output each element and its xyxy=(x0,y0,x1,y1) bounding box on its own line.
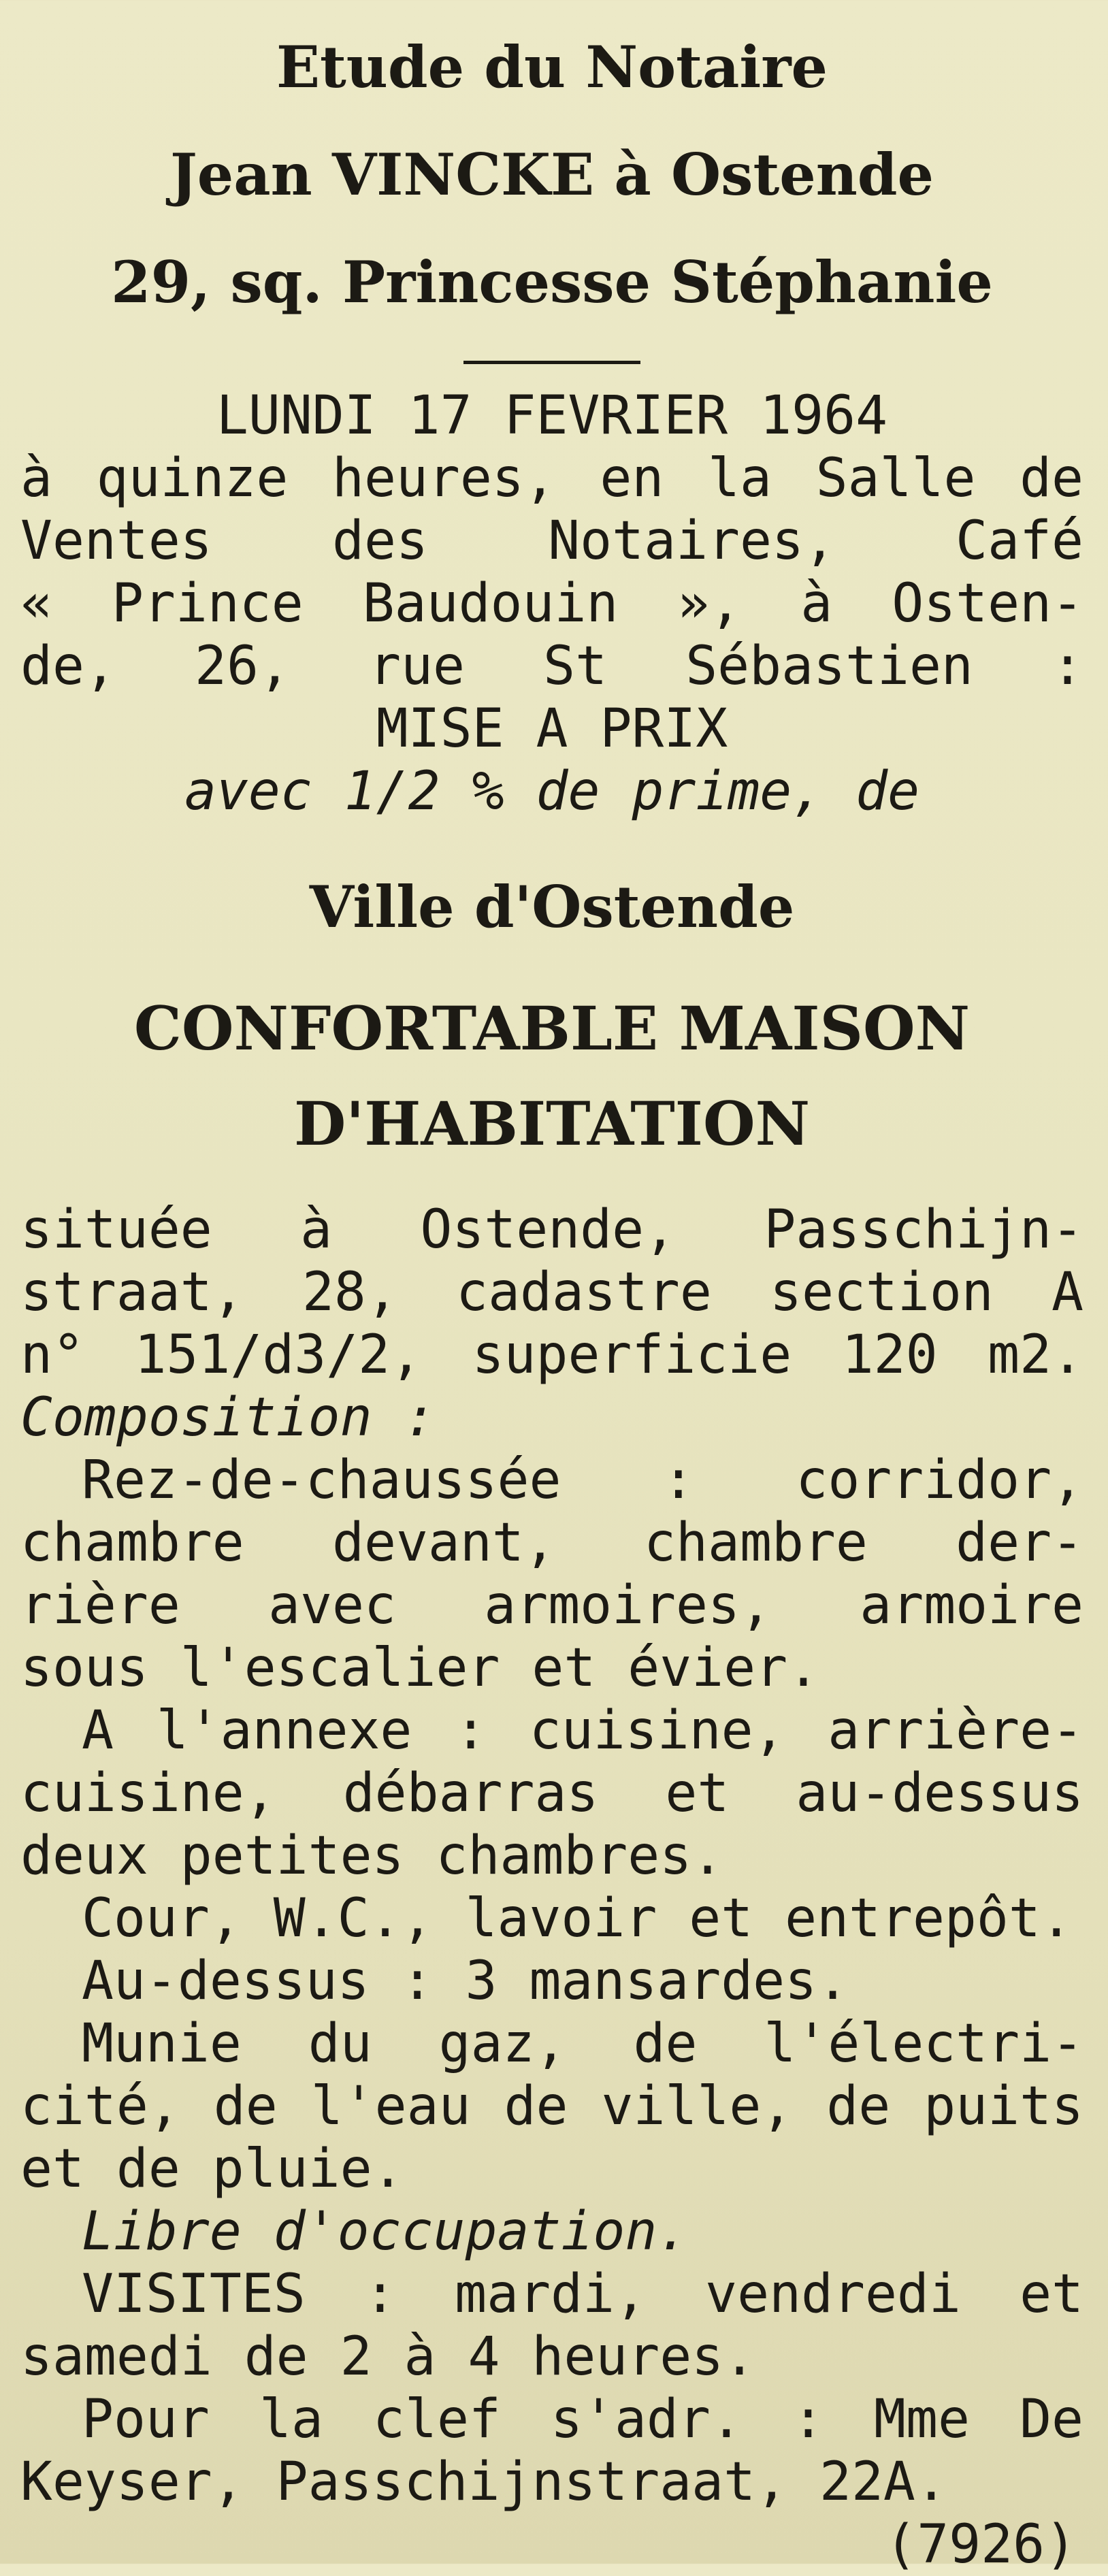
composition-label: Composition : xyxy=(20,1387,436,1448)
cour-line: Cour, W.C., lavoir et entrepôt. xyxy=(82,1888,1073,1949)
sale-line: de, 26, rue St Sébastien : xyxy=(20,636,1083,697)
property-description xyxy=(20,1199,1083,2576)
visites-line: samedi de 2 à 4 heures. xyxy=(20,2326,756,2387)
clef-line: Keyser, Passchijnstraat, 22A. xyxy=(20,2451,947,2513)
sale-line: à quinze heures, en la Salle de xyxy=(20,448,1083,509)
header-line-notary: Jean VINCKE à Ostende xyxy=(170,141,934,208)
annexe-line: A l'annexe : cuisine, arrière- xyxy=(82,1700,1083,1761)
situation-line: n° 151/d3/2, superficie 120 m2. xyxy=(20,1324,1083,1386)
libre-line: Libre d'occupation. xyxy=(82,2201,689,2262)
header-line-study: Etude du Notaire xyxy=(276,33,828,101)
annexe-line: cuisine, débarras et au-dessus xyxy=(20,1763,1083,1824)
au-dessus-line: Au-dessus : 3 mansardes. xyxy=(82,1951,849,2012)
visites-line: VISITES : mardi, vendredi et xyxy=(82,2264,1083,2325)
munie-line: et de pluie. xyxy=(20,2138,404,2200)
rez-line: sous l'escalier et évier. xyxy=(20,1637,819,1699)
clef-line: Pour la clef s'adr. : Mme De xyxy=(82,2389,1083,2450)
situation-line: straat, 28, cadastre section A xyxy=(20,1262,1083,1323)
header-divider xyxy=(463,361,640,364)
annexe-line: deux petites chambres. xyxy=(20,1825,724,1887)
location-heading: Ville d'Ostende xyxy=(309,873,795,941)
rez-line: rière avec armoires, armoire xyxy=(20,1575,1083,1636)
property-title xyxy=(20,981,1083,1171)
prime-line: avec 1/2 % de prime, de xyxy=(184,761,920,822)
munie-line: cité, de l'eau de ville, de puits xyxy=(20,2076,1083,2137)
rez-line: chambre devant, chambre der- xyxy=(20,1512,1083,1574)
sale-date: LUNDI 17 FEVRIER 1964 xyxy=(216,385,888,446)
sale-details xyxy=(20,385,1083,823)
sale-line: Ventes des Notaires, Café xyxy=(20,510,1083,572)
situation-line: située à Ostende, Passchijn- xyxy=(20,1199,1083,1260)
reference-number: (7926) xyxy=(885,2514,1077,2575)
rez-line: Rez-de-chaussée : corridor, xyxy=(82,1450,1083,1511)
title-line-1: CONFORTABLE MAISON xyxy=(133,993,971,1064)
sale-line: « Prince Baudouin », à Osten- xyxy=(20,573,1083,634)
notary-header xyxy=(20,14,1083,336)
mise-a-prix: MISE A PRIX xyxy=(376,698,728,760)
header-line-address: 29, sq. Princesse Stéphanie xyxy=(111,248,993,316)
munie-line: Munie du gaz, de l'électri- xyxy=(82,2013,1083,2074)
title-line-2: D'HABITATION xyxy=(293,1088,811,1159)
